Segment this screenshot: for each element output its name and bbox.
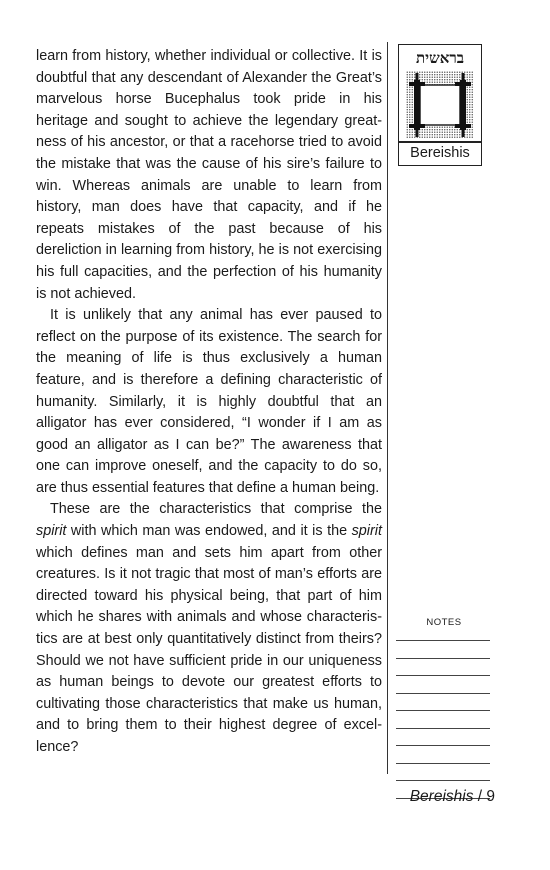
notes-line	[396, 780, 490, 781]
page-footer	[410, 788, 495, 806]
notes-line	[396, 693, 490, 694]
margin-divider	[387, 42, 388, 774]
paragraph-3-part-2: with which man was endowed, and it is the	[66, 523, 352, 540]
body-text	[36, 46, 382, 759]
emphasis-spirit-1: spirit	[36, 523, 67, 540]
notes-line	[396, 745, 490, 746]
notes-line	[396, 658, 490, 659]
paragraph-2: It is unlikely that any animal has ever paused to reflect on the purpose of its existence. The search for the meaning of life is thus exclusively a human feature, and is therefore a defining characteristic of humanity. Similarly, it is highly doubtful that an alligator has ever considered, “I wonder if I am as good an alligator as I can be?” The awareness that one can improve oneself, and the capacity to do so, are thus essential features that define a human being.	[36, 307, 382, 496]
notes-line	[396, 710, 490, 711]
badge-hebrew-title: בראשית	[416, 49, 464, 67]
paragraph-3-part-3: which defines man and sets him apart from other creatures. Is it not tragic that most of man’s efforts are directed toward his physical being, that part of him which he shares with animals and whose characteristics are at best only quantitatively distinct from theirs? Should we not have sufficient pride in our uniqueness as human beings to devote our greatest efforts to cultivating those characteristics that make us human, and to bring them to their highest degree of excellence?	[36, 544, 382, 755]
paragraph-3-part-1: These are the characteristics that comprise the	[50, 501, 382, 518]
notes-line	[396, 763, 490, 764]
footer-separator: /	[473, 788, 487, 805]
torah-scroll-icon	[406, 71, 474, 139]
emphasis-spirit-2: spirit	[351, 523, 382, 540]
page-number: 9	[486, 788, 495, 805]
notes-title: NOTES	[426, 617, 462, 628]
paragraph-1: learn from history, whether individual or collective. It is doubtful that any descendant of Alexander the Great’s marvelous horse Bucephalus took pride in his heritage and sought to achieve the legendary greatness of his ancestor, or that a racehorse tried to avoid the mistake that was the cause of his sire’s failure to win. Whereas animals are unable to learn from history, man does have that capacity, and if he repeats mistakes of the past because of his dereliction in learning from history, he is not exercising his full capacities, and the perfection of his humanity is not achieved.	[36, 48, 382, 302]
footer-book-title: Bereishis	[409, 788, 474, 805]
badge-label: Bereishis	[410, 145, 470, 161]
notes-line	[396, 675, 490, 676]
section-badge	[398, 44, 482, 166]
notes-line	[396, 728, 490, 729]
badge-divider	[399, 141, 481, 143]
paragraph-3	[36, 499, 382, 758]
notes-line	[396, 640, 490, 641]
